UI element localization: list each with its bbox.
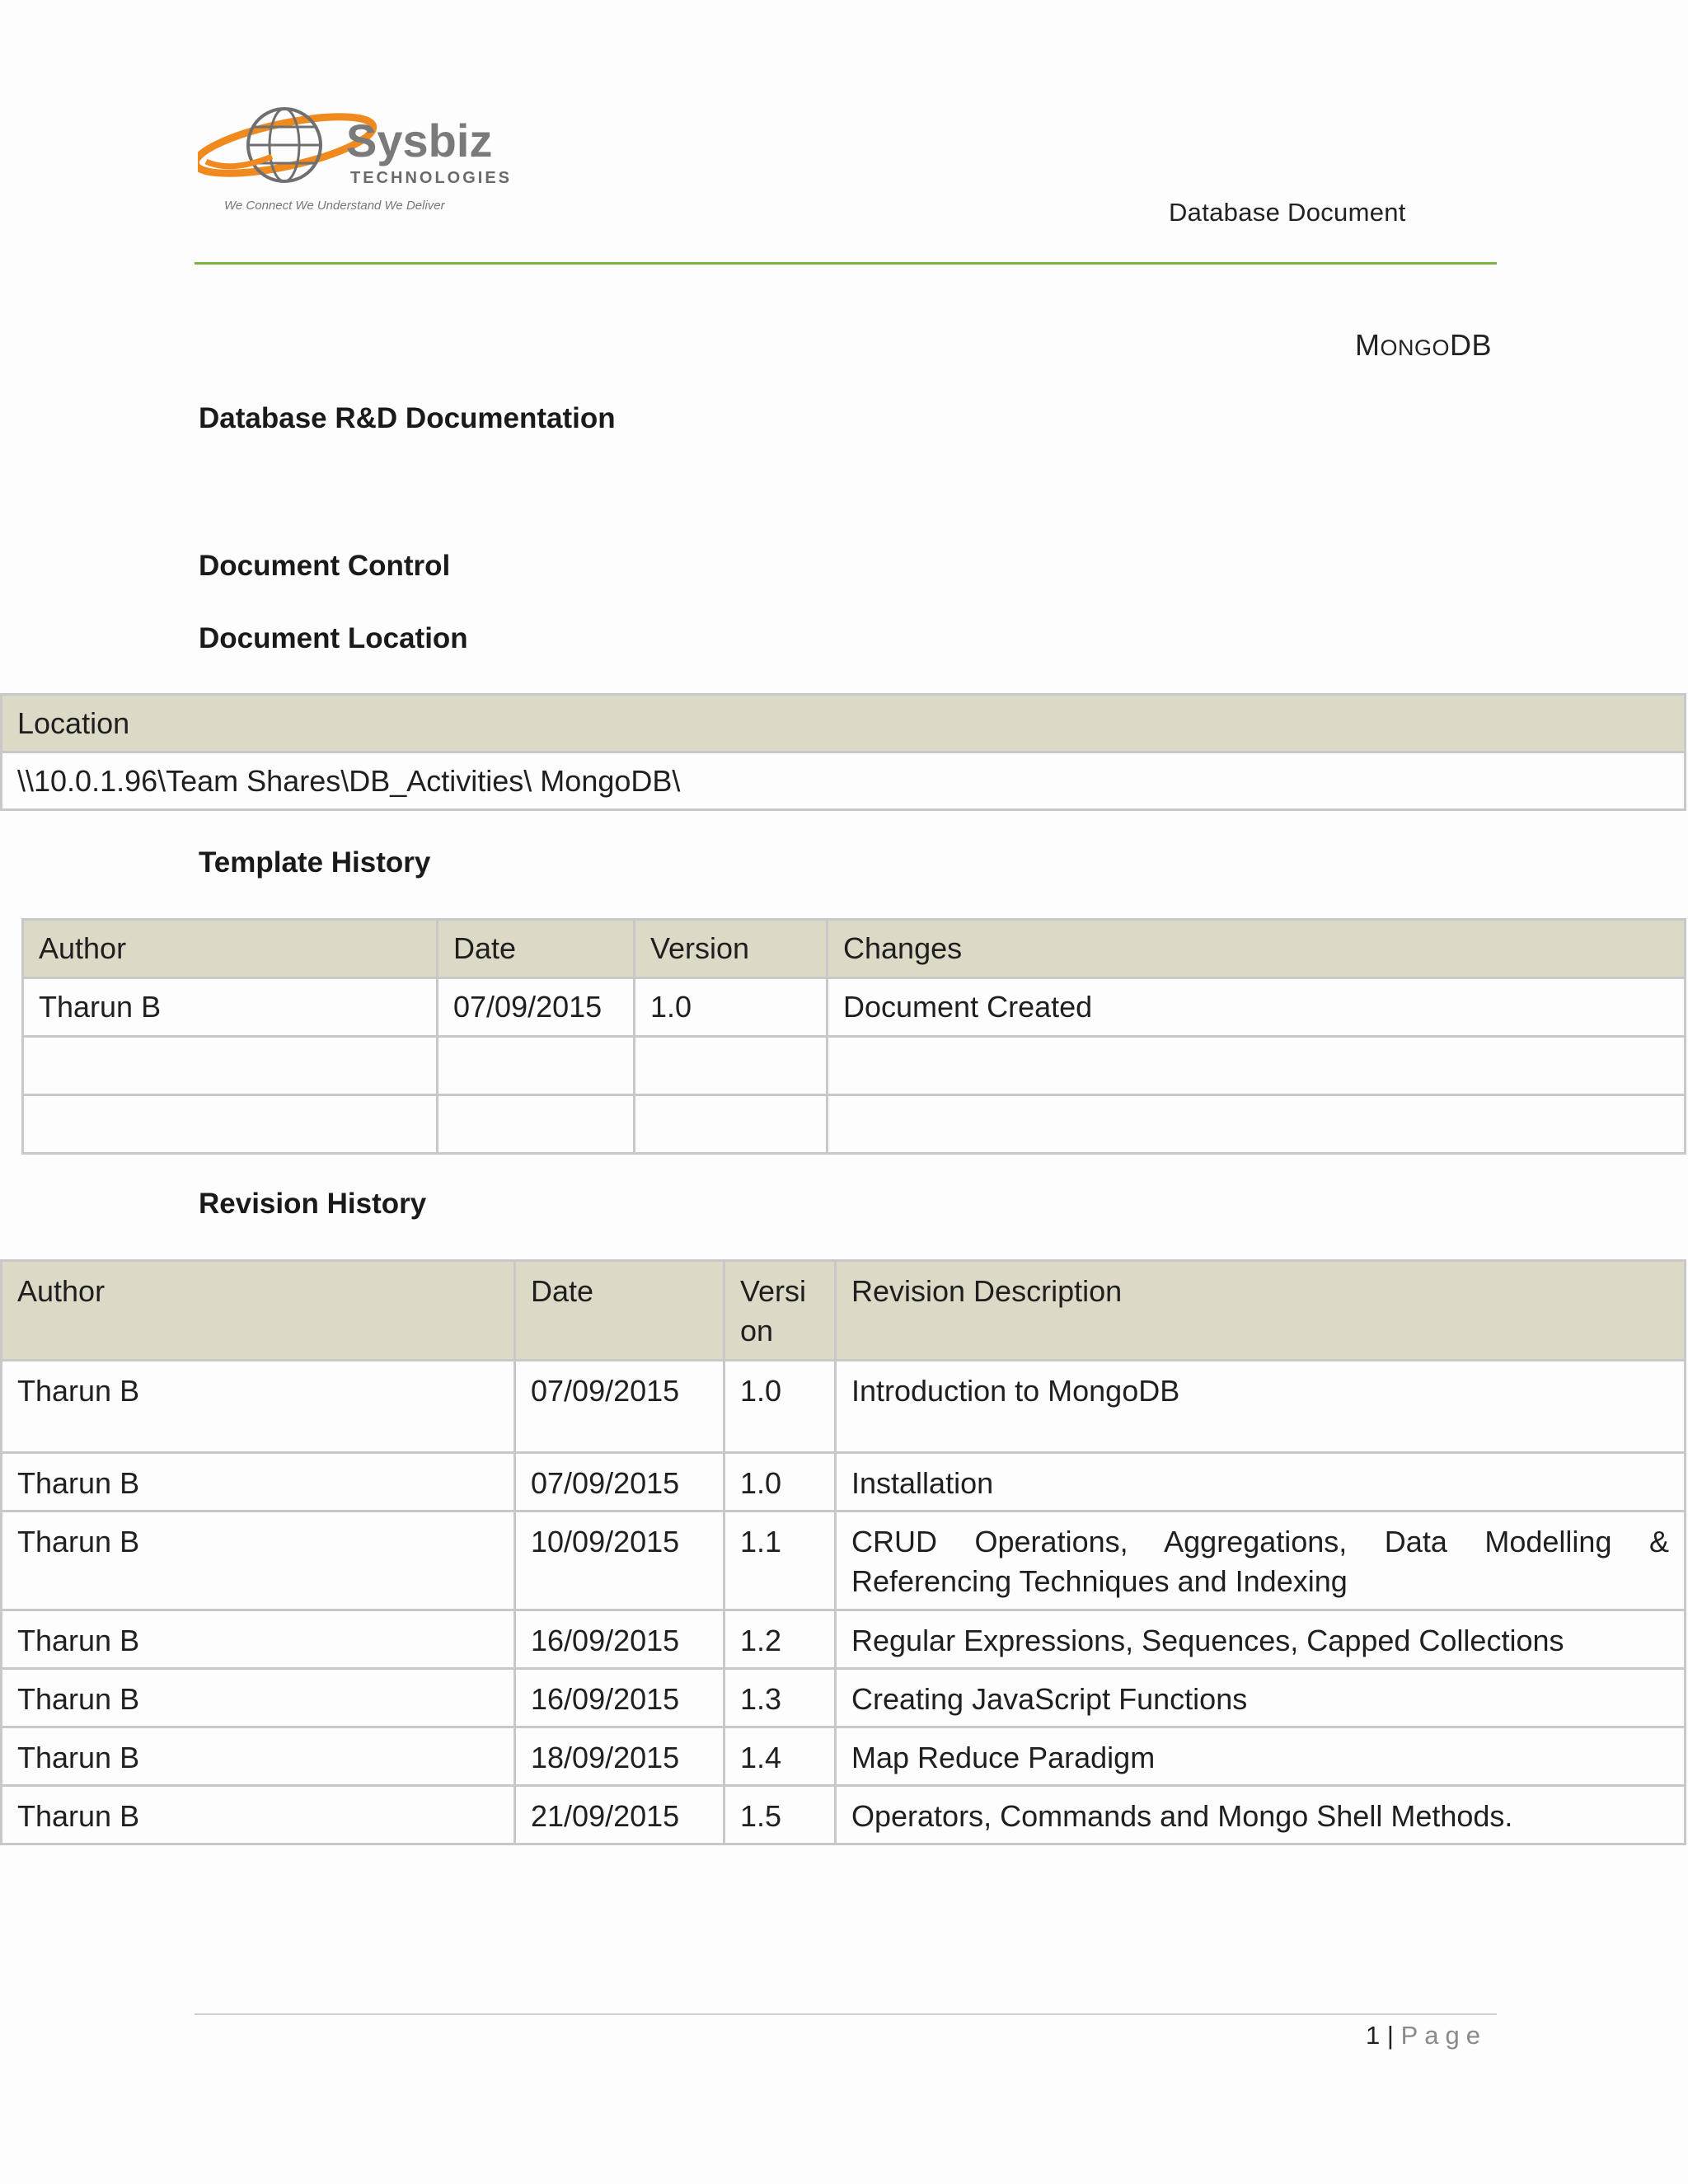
- cell-version: 1.0: [724, 1453, 836, 1511]
- logo-subtitle-text: TECHNOLOGIES: [350, 169, 513, 187]
- revision-history-table: [0, 1259, 1686, 1845]
- header-date: Date: [438, 920, 635, 978]
- location-path-cell: \\10.0.1.96\Team Shares\DB_Activities\ MongoDB\: [2, 752, 1686, 810]
- page-number: [1366, 2021, 1487, 2050]
- cell-date: 18/09/2015: [515, 1727, 724, 1786]
- cell-date: 21/09/2015: [515, 1786, 724, 1844]
- table-header-row: [2, 695, 1686, 752]
- cell-version: 1.0: [635, 978, 828, 1037]
- template-history-table: [21, 918, 1686, 1155]
- table-row: [2, 1453, 1686, 1511]
- product-title: [1355, 328, 1492, 363]
- company-logo: [198, 97, 536, 221]
- header-author: Author: [2, 1261, 515, 1361]
- table-row: [2, 1511, 1686, 1610]
- cell-date: [438, 1037, 635, 1095]
- table-row: [2, 1669, 1686, 1727]
- header-changes: Changes: [828, 920, 1686, 978]
- cell-version: [635, 1095, 828, 1154]
- cell-version: [635, 1037, 828, 1095]
- header-divider: [195, 262, 1497, 265]
- cell-author: Tharun B: [2, 1669, 515, 1727]
- table-row: [23, 1037, 1686, 1095]
- revision-history-heading: Revision History: [199, 1188, 427, 1220]
- cell-author: Tharun B: [2, 1361, 515, 1453]
- cell-description: Map Reduce Paradigm: [836, 1727, 1686, 1786]
- table-row: [23, 978, 1686, 1037]
- cell-date: [438, 1095, 635, 1154]
- document-title: Database R&D Documentation: [199, 402, 616, 434]
- table-row: [23, 1095, 1686, 1154]
- cell-version: 1.2: [724, 1610, 836, 1669]
- cell-author: [23, 1095, 438, 1154]
- header-version: Versi on: [724, 1261, 836, 1361]
- cell-description: Regular Expressions, Sequences, Capped Collections: [836, 1610, 1686, 1669]
- table-row: [2, 1610, 1686, 1669]
- table-header-row: [2, 1261, 1686, 1361]
- header-document-title: Database Document: [1169, 198, 1406, 227]
- page-label: Page: [1400, 2021, 1487, 2050]
- table-row: [2, 1361, 1686, 1453]
- location-table: [0, 693, 1686, 811]
- header-version: Version: [635, 920, 828, 978]
- cell-version: 1.4: [724, 1727, 836, 1786]
- cell-author: Tharun B: [2, 1453, 515, 1511]
- cell-author: Tharun B: [2, 1610, 515, 1669]
- cell-description: Creating JavaScript Functions: [836, 1669, 1686, 1727]
- cell-version: 1.0: [724, 1361, 836, 1453]
- cell-version: 1.3: [724, 1669, 836, 1727]
- header-date: Date: [515, 1261, 724, 1361]
- cell-date: 07/09/2015: [438, 978, 635, 1037]
- table-row: [2, 1786, 1686, 1844]
- product-title-suffix: DB: [1449, 328, 1492, 362]
- product-title-smallcaps: ONGO: [1380, 335, 1450, 360]
- header-revision-description: Revision Description: [836, 1261, 1686, 1361]
- cell-author: Tharun B: [2, 1511, 515, 1610]
- document-control-heading: Document Control: [199, 550, 451, 582]
- cell-author: Tharun B: [23, 978, 438, 1037]
- cell-changes: [828, 1095, 1686, 1154]
- cell-changes: Document Created: [828, 978, 1686, 1037]
- cell-date: 10/09/2015: [515, 1511, 724, 1610]
- table-row: [2, 1727, 1686, 1786]
- logo-brand-text: Sysbiz: [346, 115, 493, 166]
- footer-divider: [195, 2013, 1497, 2015]
- table-row: [2, 752, 1686, 810]
- cell-date: 07/09/2015: [515, 1361, 724, 1453]
- product-title-first: M: [1354, 328, 1381, 362]
- logo-tagline-text: We Connect We Understand We Deliver: [224, 199, 445, 213]
- document-location-heading: Document Location: [199, 622, 468, 654]
- cell-description: Installation: [836, 1453, 1686, 1511]
- sysbiz-logo-icon: [198, 97, 536, 221]
- location-header-cell: Location: [2, 695, 1686, 752]
- cell-version: 1.1: [724, 1511, 836, 1610]
- cell-version: 1.5: [724, 1786, 836, 1844]
- template-history-heading: Template History: [199, 846, 431, 879]
- cell-description: Introduction to MongoDB: [836, 1361, 1686, 1453]
- cell-author: Tharun B: [2, 1786, 515, 1844]
- cell-author: [23, 1037, 438, 1095]
- page-number-value: 1: [1366, 2021, 1381, 2050]
- header-author: Author: [23, 920, 438, 978]
- cell-author: Tharun B: [2, 1727, 515, 1786]
- cell-date: 16/09/2015: [515, 1669, 724, 1727]
- cell-date: 07/09/2015: [515, 1453, 724, 1511]
- table-header-row: [23, 920, 1686, 978]
- page-number-separator: |: [1386, 2021, 1394, 2050]
- cell-description: Operators, Commands and Mongo Shell Methods.: [836, 1786, 1686, 1844]
- cell-changes: [828, 1037, 1686, 1095]
- cell-date: 16/09/2015: [515, 1610, 724, 1669]
- cell-description: CRUD Operations, Aggregations, Data Modelling & Referencing Techniques and Indexing: [836, 1511, 1686, 1610]
